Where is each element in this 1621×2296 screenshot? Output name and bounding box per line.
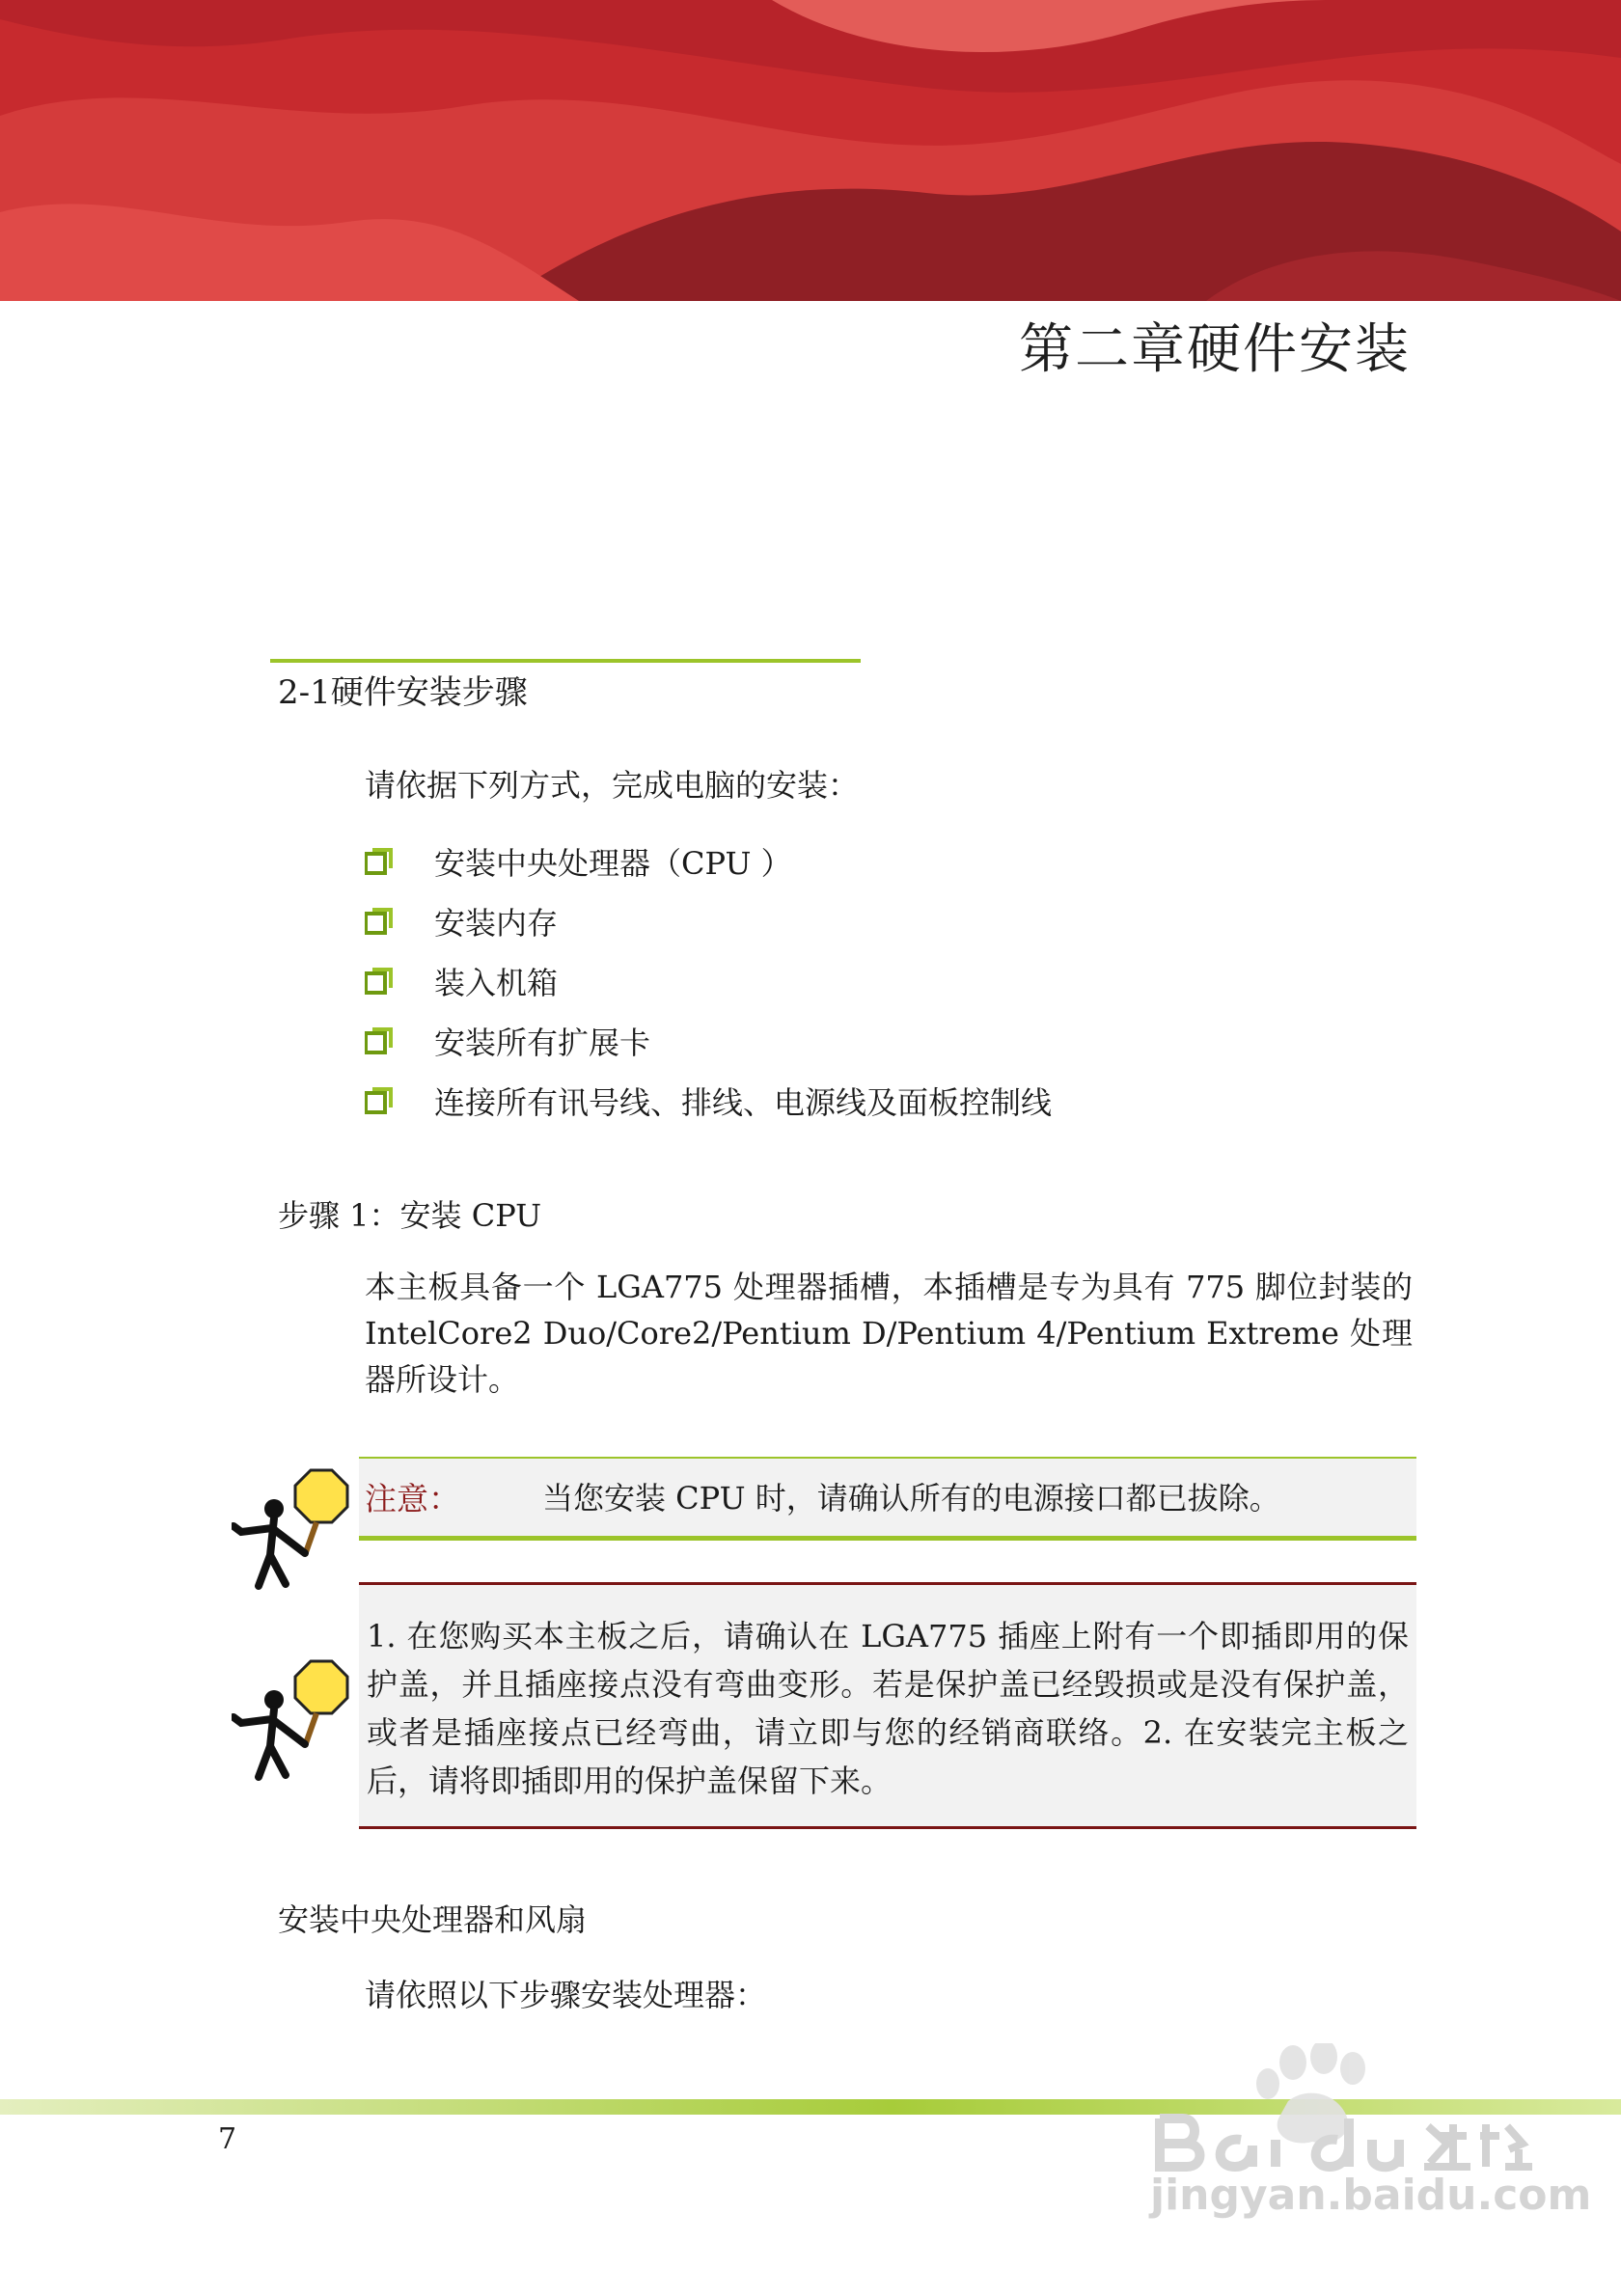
checkbox-bullet-icon bbox=[365, 907, 394, 936]
header-banner bbox=[0, 0, 1621, 301]
section-divider bbox=[270, 659, 861, 663]
step-label: 安装所有扩展卡 bbox=[434, 1025, 651, 1061]
stop-sign-figure-icon bbox=[232, 1657, 357, 1783]
note-text: 当您安装 CPU 时，请确认所有的电源接口都已拔除。 bbox=[542, 1480, 1280, 1517]
step-label: 安装内存 bbox=[434, 905, 559, 942]
list-item bbox=[365, 1071, 1052, 1131]
list-item bbox=[365, 951, 1052, 1011]
watermark-url: jingyan.baidu.com bbox=[1150, 2171, 1592, 2220]
step1-body: 本主板具备一个 LGA775 处理器插槽，本插槽是专为具有 775 脚位封装的 IntelCore2 Duo/Core2/Pentium D/Pentium 4/Pentium Extreme 处理器所设计。 bbox=[365, 1269, 1413, 1398]
list-item bbox=[365, 1011, 1052, 1071]
list-item bbox=[365, 832, 1052, 891]
checkbox-bullet-icon bbox=[365, 1026, 394, 1055]
stop-sign-figure-icon bbox=[232, 1466, 357, 1592]
step-label: 连接所有讯号线、排线、电源线及面板控制线 bbox=[434, 1084, 1053, 1121]
step-label: 装入机箱 bbox=[434, 965, 559, 1001]
step-list bbox=[365, 832, 1052, 1131]
warning-note bbox=[359, 1582, 1416, 1829]
page-number: 7 bbox=[218, 2122, 237, 2156]
install-instruction: 请依照以下步骤安装处理器： bbox=[365, 1977, 767, 2013]
install-title: 安装中央处理器和风扇 bbox=[278, 1901, 588, 1938]
note-label: 注意： bbox=[365, 1480, 460, 1517]
list-item bbox=[365, 891, 1052, 951]
checkbox-bullet-icon bbox=[365, 847, 394, 876]
baidu-paw-logo-icon bbox=[1148, 2043, 1534, 2178]
caution-note bbox=[359, 1457, 1416, 1541]
checkbox-bullet-icon bbox=[365, 967, 394, 996]
step-label: 安装中央处理器（CPU ） bbox=[434, 845, 792, 882]
step1-title: 步骤 1：安装 CPU bbox=[278, 1197, 542, 1234]
checkbox-bullet-icon bbox=[365, 1086, 394, 1115]
intro-text: 请依据下列方式，完成电脑的安装： bbox=[365, 767, 860, 804]
chapter-title: 第二章硬件安装 bbox=[1019, 318, 1411, 381]
note-text: 1. 在您购买本主板之后，请确认在 LGA775 插座上附有一个即插即用的保护盖，并且插座接点没有弯曲变形。若是保护盖已经毁损或是没有保护盖，或者是插座接点已经弯曲，请立即与您的经销商联络。2. 在安装完主板之后，请将即插即用的保护盖保留下来。 bbox=[367, 1618, 1409, 1799]
section-title: 2-1硬件安装步骤 bbox=[278, 673, 528, 712]
